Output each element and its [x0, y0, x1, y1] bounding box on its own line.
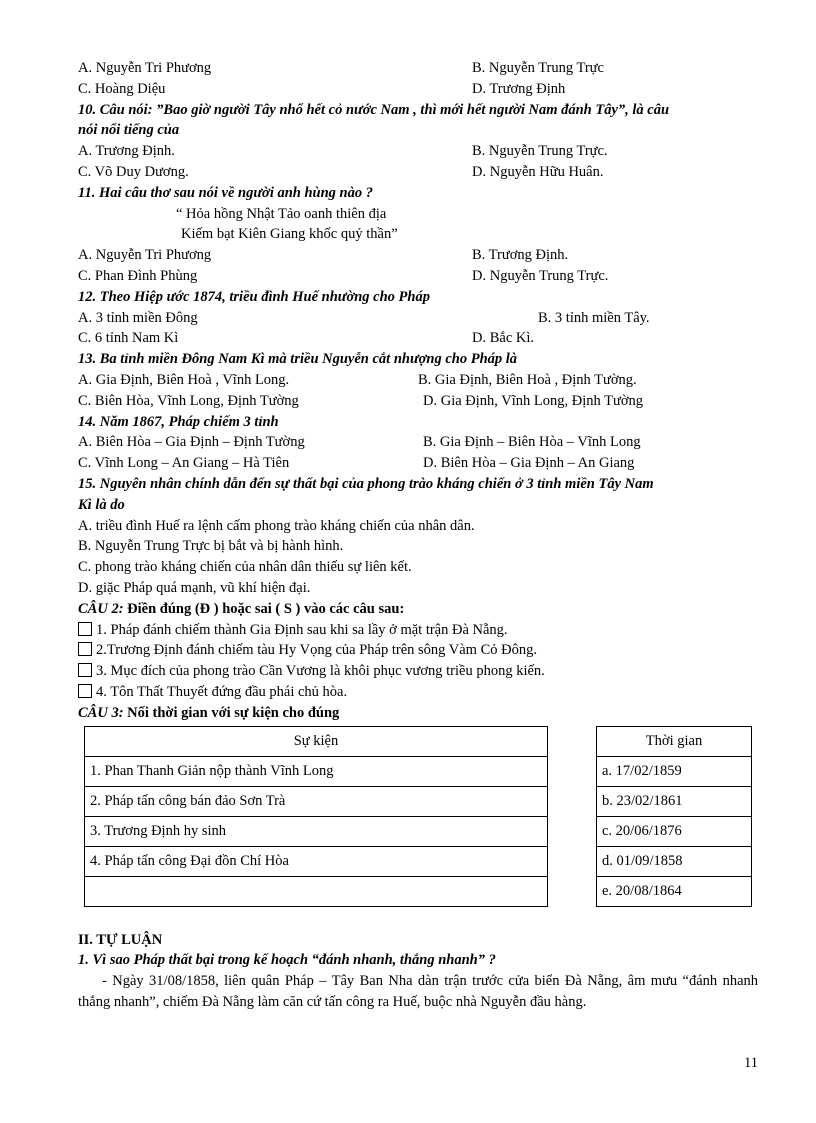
table-row [85, 756, 548, 786]
table-row [597, 816, 752, 846]
part2-question: 1. Vì sao Pháp thất bại trong kế hoạch “đánh nhanh, thắng nhanh” ? [78, 952, 496, 969]
q10-title-line1: 10. Câu nói: ”Bao giờ người Tây nhổ hết cỏ nước Nam , thì mới hết người Nam đánh Tây”, là câu [78, 101, 670, 118]
q10-option-c: C. Võ Duy Dương. [78, 163, 189, 180]
q13-row-ab [78, 370, 758, 391]
q13-option-a: A. Gia Định, Biên Hoà , Vĩnh Long. [78, 371, 290, 388]
cau2-item-2 [78, 640, 758, 661]
matching-tables [78, 726, 758, 908]
q12-option-a: A. 3 tỉnh miền Đông [78, 309, 198, 326]
time-cell: a. 17/02/1859 [597, 756, 752, 786]
q11-option-c: C. Phan Đình Phùng [78, 267, 198, 284]
q15-title-line1: 15. Nguyên nhân chính dẫn đến sự thất bại của phong trào kháng chiến ở 3 tỉnh miền Tây Nam [78, 475, 654, 492]
q10-row-ab [78, 141, 758, 162]
q9-row-ab [78, 58, 758, 79]
time-cell: b. 23/02/1861 [597, 786, 752, 816]
q11-title: 11. Hai câu thơ sau nói về người anh hùng nào ? [78, 184, 373, 201]
q14-option-d: D. Biên Hòa – Gia Định – An Giang [423, 455, 635, 472]
q12-title: 12. Theo Hiệp ước 1874, triều đình Huế nhường cho Pháp [78, 288, 430, 305]
time-cell: d. 01/09/1858 [597, 846, 752, 876]
q14-option-a: A. Biên Hòa – Gia Định – Định Tường [78, 434, 305, 451]
cau2-item-3 [78, 661, 758, 682]
table-row [85, 786, 548, 816]
cau2-title: Điền đúng (Đ ) hoặc sai ( S ) vào các câu sau: [123, 600, 405, 617]
q10-title-line2: nói nổi tiếng của [78, 122, 180, 139]
event-cell: 1. Phan Thanh Giản nộp thành Vĩnh Long [85, 756, 548, 786]
table-row [597, 726, 752, 756]
q9-option-a: A. Nguyễn Tri Phương [78, 60, 212, 76]
q11-verse-2: Kiếm bạt Kiên Giang khốc quỷ thần” [181, 226, 398, 243]
q13-row-cd [78, 391, 758, 412]
part2-answer: - Ngày 31/08/1858, liên quân Pháp – Tây Ban Nha dàn trận trước cửa biển Đà Nẵng, âm mưu “đánh nhanh thắng nhanh”, chiếm Đà Nẵng làm căn cứ tấn công ra Huế, buộc nhà Nguyễn đầu hàng. [78, 973, 758, 1010]
document-page [78, 58, 758, 1013]
cau3-label: CÂU 3: [78, 704, 124, 721]
q13-title: 13. Ba tỉnh miền Đông Nam Kì mà triều Nguyễn cắt nhượng cho Pháp là [78, 351, 518, 368]
time-cell: e. 20/08/1864 [597, 876, 752, 906]
q9-option-b: B. Nguyễn Trung Trực [472, 60, 604, 76]
cau2-heading [78, 599, 758, 620]
cau3-title: Nối thời gian với sự kiện cho đúng [123, 704, 340, 721]
q13-option-c: C. Biên Hòa, Vĩnh Long, Định Tường [78, 392, 299, 409]
q15-option-d: D. giặc Pháp quá mạnh, vũ khí hiện đại. [78, 579, 311, 596]
table-row [85, 726, 548, 756]
table-row [597, 756, 752, 786]
q10-row-cd [78, 162, 758, 183]
cau2-item-1 [78, 620, 758, 641]
cau2-item-text: 4. Tôn Thất Thuyết đứng đầu phái chủ hòa. [96, 683, 348, 700]
q10-option-a: A. Trương Định. [78, 143, 175, 160]
q15-option-c: C. phong trào kháng chiến của nhân dân thiếu sự liên kết. [78, 559, 412, 576]
q15-title-line2: Kì là do [78, 496, 125, 513]
q13-option-d: D. Gia Định, Vĩnh Long, Định Tường [423, 392, 643, 409]
q11-row-cd [78, 266, 758, 287]
q13-option-b: B. Gia Định, Biên Hoà , Định Tường. [418, 371, 637, 388]
cau2-item-text: 3. Mục đích của phong trào Cần Vương là khôi phục vương triều phong kiến. [96, 663, 545, 680]
cau2-item-4 [78, 682, 758, 703]
table-row [85, 876, 548, 906]
q11-verse-1: “ Hỏa hồng Nhật Tảo oanh thiên địa [176, 205, 387, 222]
cau3-heading [78, 703, 758, 724]
table-row [597, 876, 752, 906]
event-cell-empty [85, 876, 548, 906]
q15-option-b: B. Nguyễn Trung Trực bị bắt và bị hành hình. [78, 538, 344, 555]
event-cell: 3. Trương Định hy sinh [85, 816, 548, 846]
q14-title: 14. Năm 1867, Pháp chiếm 3 tỉnh [78, 413, 279, 430]
cau2-item-text: 2.Trương Định đánh chiếm tàu Hy Vọng của Pháp trên sông Vàm Cỏ Đông. [96, 642, 537, 659]
q12-option-c: C. 6 tỉnh Nam Kì [78, 330, 179, 347]
q14-option-b: B. Gia Định – Biên Hòa – Vĩnh Long [423, 434, 641, 451]
q11-option-a: A. Nguyễn Tri Phương [78, 247, 212, 264]
q15-option-a: A. triều đình Huế ra lệnh cấm phong trào kháng chiến của nhân dân. [78, 517, 475, 534]
q14-row-cd [78, 453, 758, 474]
page-number: 11 [744, 1055, 758, 1071]
part2-heading: II. TỰ LUẬN [78, 931, 163, 948]
answer-checkbox[interactable] [78, 663, 92, 677]
table-row [597, 786, 752, 816]
q12-row-ab [78, 308, 758, 329]
q9-row-cd [78, 79, 758, 100]
events-header: Sự kiện [85, 726, 548, 756]
q14-row-ab [78, 432, 758, 453]
event-cell: 2. Pháp tấn công bán đảo Sơn Trà [85, 786, 548, 816]
q12-option-b: B. 3 tỉnh miền Tây. [538, 309, 650, 326]
table-row [597, 846, 752, 876]
times-table [596, 726, 752, 907]
event-cell: 4. Pháp tấn công Đại đồn Chí Hòa [85, 846, 548, 876]
q10-option-d: D. Nguyễn Hữu Huân. [472, 163, 604, 180]
table-row [85, 816, 548, 846]
time-cell: c. 20/06/1876 [597, 816, 752, 846]
events-table [84, 726, 548, 907]
answer-checkbox[interactable] [78, 684, 92, 698]
answer-checkbox[interactable] [78, 622, 92, 636]
q9-option-d: D. Trương Định [472, 80, 566, 97]
times-header: Thời gian [597, 726, 752, 756]
answer-checkbox[interactable] [78, 642, 92, 656]
q10-option-b: B. Nguyễn Trung Trực. [472, 143, 608, 160]
q12-row-cd [78, 328, 758, 349]
q11-option-d: D. Nguyễn Trung Trực. [472, 267, 609, 284]
q11-option-b: B. Trương Định. [472, 247, 569, 264]
cau2-item-text: 1. Pháp đánh chiếm thành Gia Định sau khi sa lầy ở mặt trận Đà Nẵng. [96, 621, 508, 638]
q11-row-ab [78, 245, 758, 266]
q14-option-c: C. Vĩnh Long – An Giang – Hà Tiên [78, 455, 290, 472]
cau2-label: CÂU 2: [78, 600, 124, 617]
q12-option-d: D. Bắc Kì. [472, 330, 535, 347]
table-row [85, 846, 548, 876]
q9-option-c: C. Hoàng Diệu [78, 80, 166, 97]
